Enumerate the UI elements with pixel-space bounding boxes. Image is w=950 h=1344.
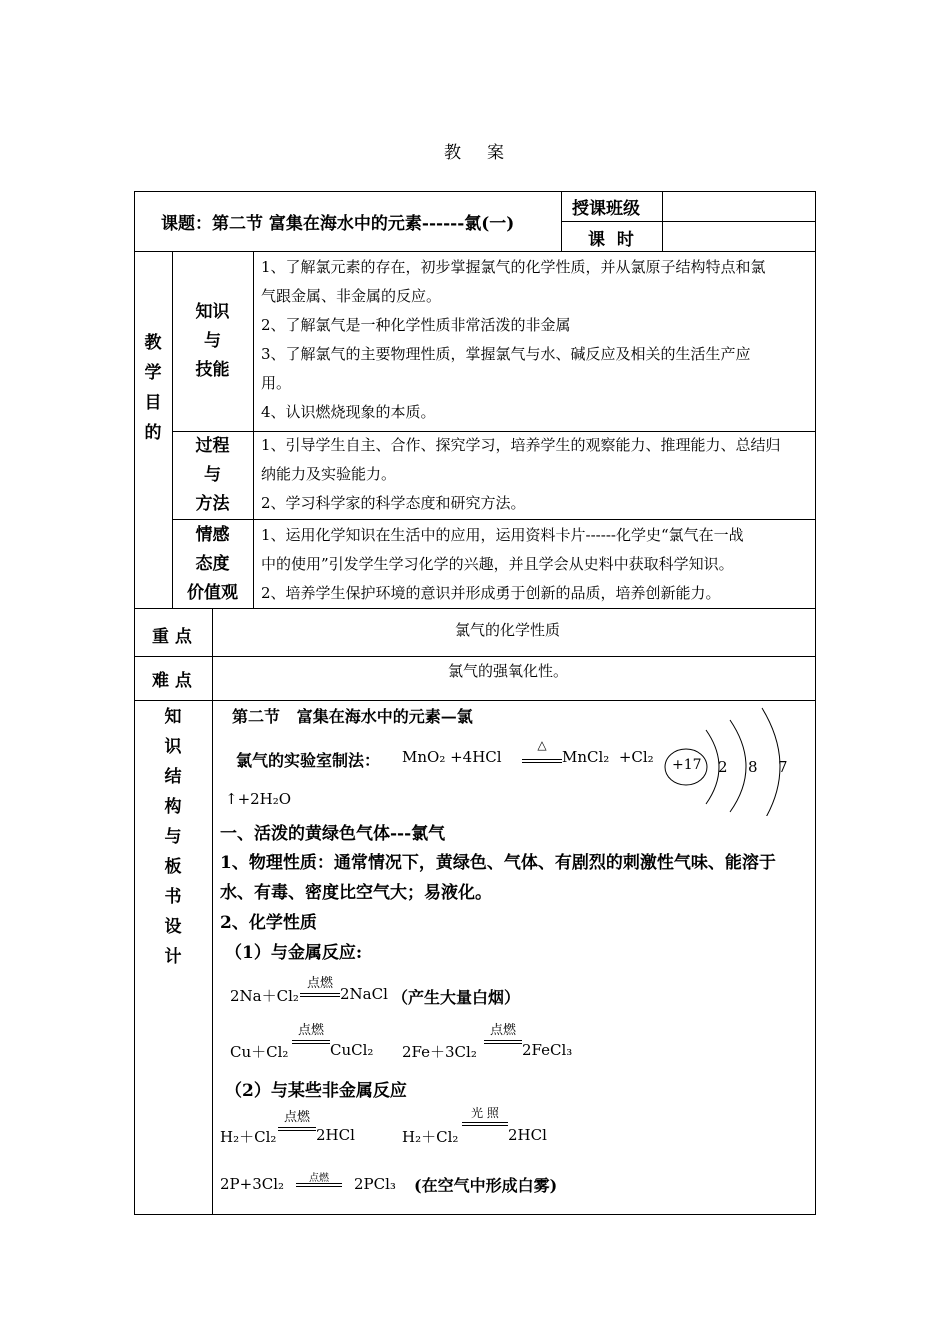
text-line: 4、认识燃烧现象的本质。 [261,403,436,421]
lab-prep-label: 氯气的实验室制法： [236,751,381,770]
label-line: 方法 [195,494,230,514]
reaction-left: 2P+3Cl₂ [220,1175,285,1193]
title-char: 案 [487,143,506,163]
reaction-arrow [484,1040,522,1044]
reaction-right: CuCl₂ [330,1041,374,1059]
lab-eq-right: MnCl₂ +Cl₂ [562,748,654,766]
label-line: 价值观 [187,583,238,603]
process-label [172,432,253,519]
col-divider [662,191,663,251]
knowledge-label [172,298,253,385]
chemical-properties-title: 2、化学性质 [220,913,317,933]
period-label: 课 时 [588,230,634,250]
col-divider [561,191,562,251]
reaction-right: 2FeCl₃ [522,1041,573,1059]
label-line: 与 [204,331,221,351]
text-line: 2、了解氯气是一种化学性质非常活泼的非金属 [261,316,571,334]
document-title [0,138,950,163]
label-line: 情感 [195,525,230,545]
reaction-left: 2Fe＋3Cl₂ [402,1043,477,1061]
emotion-label [172,521,253,608]
label-char: 目 [144,393,162,413]
reaction-left: H₂＋Cl₂ [220,1128,277,1146]
text-line: 1、了解氯元素的存在，初步掌握氯气的化学性质，并从氯原子结构特点和氯 [261,258,766,276]
label-char: 计 [164,947,182,967]
title-char: 教 [444,143,463,163]
metal-reaction-title: （1）与金属反应: [225,943,363,963]
physical-properties: 1、物理性质：通常情况下，黄绿色、气体、有剧烈的刺激性气味、能溶于 [220,853,776,873]
label-char: 构 [164,797,182,817]
lab-eq-tail: ↑+2H₂O [225,790,292,808]
reaction-condition: 点燃 [309,1173,329,1184]
section-heading: 一、活泼的黄绿色气体---氯气 [220,824,446,844]
emotion-text [261,521,744,608]
reaction-arrow [300,993,340,997]
row-divider [134,251,816,252]
physical-properties-cont: 水、有毒、密度比空气大；易液化。 [220,883,492,903]
text-line: 1、运用化学知识在生活中的应用，运用资料卡片------化学史“氯气在一战 [261,526,744,544]
text-line: 2、培养学生保护环境的意识并形成勇于创新的品质，培养创新能力。 [261,584,721,602]
label-line: 态度 [195,554,230,574]
reaction-arrow [296,1183,342,1187]
row-divider [134,608,816,609]
reaction-left: 2Na＋Cl₂ [230,987,299,1005]
reaction-right: 2NaCl [340,985,388,1003]
label-char: 识 [164,737,182,757]
difficult-point-label: 难 点 [152,671,192,691]
shell-electrons: 8 [748,758,758,776]
label-char: 设 [164,917,182,937]
label-line: 过程 [195,436,230,456]
knowledge-text [261,253,766,427]
reaction-arrow [292,1040,330,1044]
label-line: 知识 [195,302,230,322]
text-line: 1、引导学生自主、合作、探究学习，培养学生的观察能力、推理能力、总结归 [261,436,781,454]
nucleus-charge: +17 [672,757,702,773]
lab-eq-condition: △ [537,738,547,752]
text-line: 气跟金属、非金属的反应。 [261,287,442,305]
label-line: 技能 [195,360,230,380]
key-point-label: 重 点 [152,627,192,647]
label-char: 书 [164,887,182,907]
text-line: 用。 [261,374,292,392]
label-char: 的 [144,423,162,443]
difficult-point-text: 氯气的强氧化性。 [448,662,569,680]
reaction-condition: 光 照 [471,1106,499,1120]
class-label: 授课班级 [572,199,640,219]
goals-label [133,328,173,448]
col-divider [253,251,254,608]
electron-shell-2 [730,720,746,812]
label-line: 与 [204,465,221,485]
text-line: 3、了解氯气的主要物理性质，掌握氯气与水、碱反应及相关的生活生产应 [261,345,751,363]
reaction-arrow [278,1127,316,1131]
lesson-topic: 课题：第二节 富集在海水中的元素------氯(一) [161,214,515,234]
label-char: 结 [164,767,182,787]
reaction-condition: 点燃 [306,976,333,991]
reaction-condition: 点燃 [297,1023,324,1038]
shell-electrons: 7 [778,758,788,776]
nonmetal-reaction-title: （2）与某些非金属反应 [225,1081,407,1101]
text-line: 纳能力及实验能力。 [261,465,397,483]
col-divider [212,608,213,1215]
reaction-arrow [462,1122,508,1126]
row-divider [561,221,816,222]
reaction-condition: 点燃 [489,1023,516,1038]
reaction-right: 2HCl [508,1126,547,1144]
label-char: 与 [164,827,182,847]
reaction-note: (在空气中形成白雾) [414,1176,558,1195]
label-char: 知 [164,707,182,727]
reaction-right: 2HCl [316,1126,355,1144]
row-divider [134,656,816,657]
text-line: 2、学习科学家的科学态度和研究方法。 [261,494,526,512]
lab-eq-arrow [522,759,562,763]
key-point-text: 氯气的化学性质 [455,621,561,639]
label-char: 教 [144,333,162,353]
lab-eq-left: MnO₂ +4HCl [402,748,502,766]
board-label [153,702,193,972]
reaction-right: 2PCl₃ [354,1175,396,1193]
reaction-left: Cu＋Cl₂ [230,1043,289,1061]
row-divider [134,700,816,701]
row-divider [172,519,816,520]
text-line: 中的使用”引发学生学习化学的兴趣，并且学会从史料中获取科学知识。 [261,555,734,573]
label-char: 板 [164,857,182,877]
process-text [261,431,781,518]
shell-electrons: 2 [718,758,728,776]
reaction-left: H₂＋Cl₂ [402,1128,459,1146]
reaction-note: （产生大量白烟） [392,988,521,1007]
reaction-condition: 点燃 [283,1110,310,1125]
board-heading: 第二节 富集在海水中的元素—氯 [232,707,473,726]
label-char: 学 [144,363,162,383]
